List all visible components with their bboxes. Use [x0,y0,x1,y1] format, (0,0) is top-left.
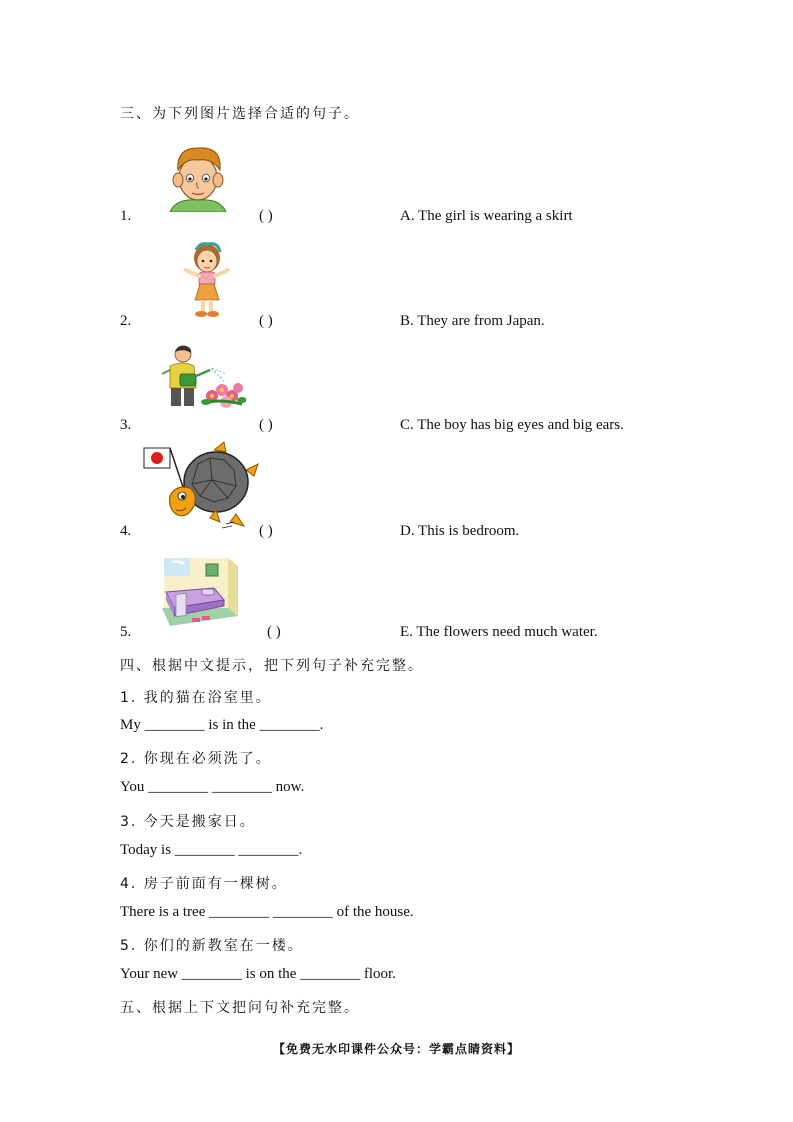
man-watering-flowers-picture [156,344,246,410]
section4-answer-3[interactable]: Today is ________ ________. [120,842,303,858]
section4-answer-1[interactable]: My ________ is in the ________. [120,717,324,733]
row1-number: 1. [120,208,132,224]
page-footer: 【免费无水印课件公众号：学霸点睛资料】 [272,1042,520,1056]
section4-answer-5[interactable]: Your new ________ is on the ________ floor. [120,966,396,982]
row4-number: 4. [120,523,132,539]
section4-prompt-2: 2. 你现在必须洗了。 [120,751,272,767]
section4-heading: 四、根据中文提示，把下列句子补充完整。 [120,658,424,674]
girl-picture [178,240,236,320]
row5-number: 5. [120,624,132,640]
section4-answer-2[interactable]: You ________ ________ now. [120,779,305,795]
section4-prompt-5: 5. 你们的新教室在一楼。 [120,938,304,954]
section4-prompt-4: 4. 房子前面有一棵树。 [120,876,288,892]
turtle-japan-flag-picture [140,440,260,530]
section4-answer-4[interactable]: There is a tree ________ ________ of the house. [120,904,414,920]
boy-face-picture [166,142,230,212]
row4-answer-parens[interactable]: ( ) [259,523,273,539]
option-d: D. This is bedroom. [400,523,520,539]
row1-answer-parens[interactable]: ( ) [259,208,273,224]
bedroom-picture [162,558,240,628]
row2-answer-parens[interactable]: ( ) [259,313,273,329]
section5-heading: 五、根据上下文把问句补充完整。 [120,1000,360,1016]
section4-prompt-3: 3. 今天是搬家日。 [120,814,256,830]
section3-heading: 三、为下列图片选择合适的句子。 [120,106,360,122]
section4-prompt-1: 1. 我的猫在浴室里。 [120,690,272,706]
row3-number: 3. [120,417,132,433]
option-a: A. The girl is wearing a skirt [400,208,573,224]
option-c: C. The boy has big eyes and big ears. [400,417,624,433]
row5-answer-parens[interactable]: ( ) [267,624,281,640]
option-b: B. They are from Japan. [400,313,545,329]
option-e: E. The flowers need much water. [400,624,598,640]
row2-number: 2. [120,313,132,329]
row3-answer-parens[interactable]: ( ) [259,417,273,433]
